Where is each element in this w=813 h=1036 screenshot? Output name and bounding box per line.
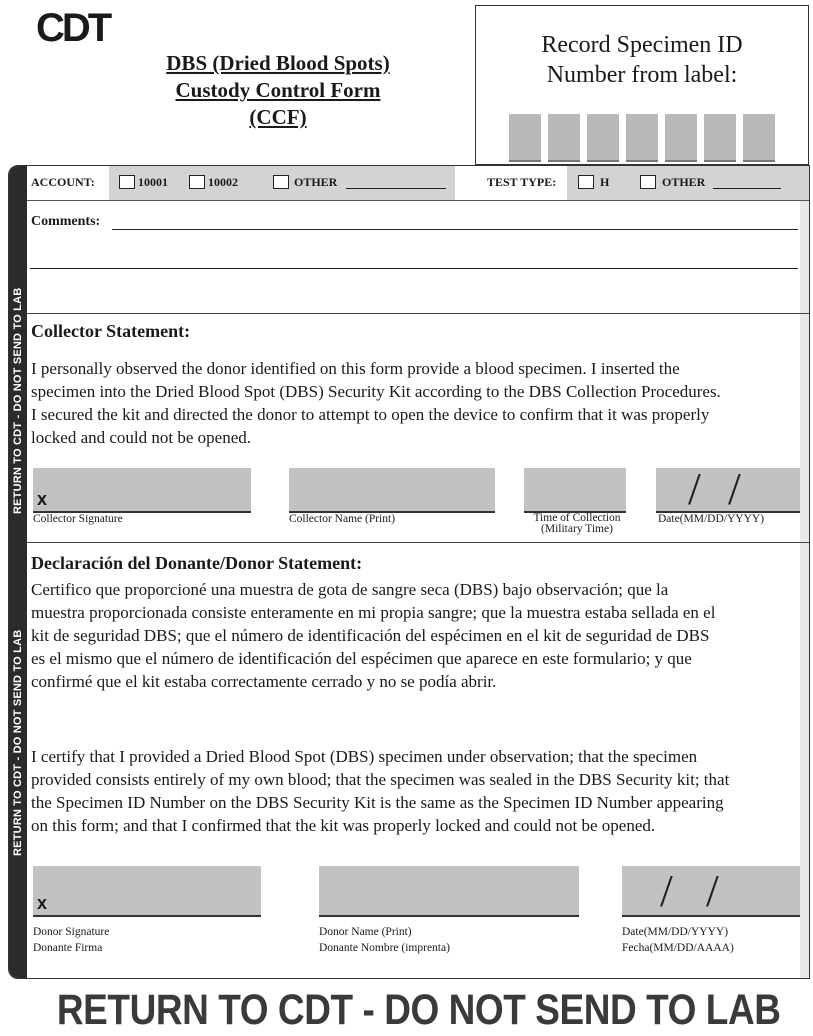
donor-spanish-line: Certifico que proporcioné una muestra de gota de sangre seca (DBS) bajo observación; que la [31,580,669,599]
donor-spanish-line: confirmé que el kit estaba correctamente cerrado y no se podía abrir. [31,672,497,691]
form-title-line-2: Custody Control Form [175,78,381,102]
specimen-id-cell[interactable] [626,114,658,162]
specimen-id-cell[interactable] [665,114,697,162]
account-other-field[interactable] [346,188,446,189]
donor-statement-english [31,745,801,837]
side-banner-text-top: RETURN TO CDT - DO NOT SEND TO LAB [12,287,24,514]
collector-line: I personally observed the donor identified on this form provide a blood specimen. I inserted the [31,359,680,378]
account-10001-label: 10001 [138,175,168,189]
date-separator: / [706,865,719,916]
collection-time-caption-line: Time of Collection [533,512,621,524]
account-label: ACCOUNT: [31,175,95,189]
collection-time-caption [526,513,628,535]
account-10002-label: 10002 [208,175,238,189]
form-title-line-1: DBS (Dried Blood Spots) [166,51,390,75]
signature-x-mark: x [37,489,48,509]
donor-name-caption-es: Donante Nombre (imprenta) [319,942,450,954]
specimen-id-cell[interactable] [548,114,580,162]
right-edge-strip [800,166,809,978]
donor-english-line: provided consists entirely of my own blood; that the specimen was sealed in the DBS Security kit; that [31,770,730,789]
collector-line: specimen into the Dried Blood Spot (DBS) Security Kit according to the DBS Collection Procedures. [31,382,721,401]
cdt-logo: CDT [36,6,110,50]
account-other-label: OTHER [294,175,338,189]
test-type-other-label: OTHER [662,175,706,189]
account-10001-checkbox[interactable] [119,175,135,189]
donor-date-caption-es: Fecha(MM/DD/AAAA) [622,942,734,954]
comments-line-1[interactable] [112,229,798,230]
collector-name-field[interactable] [289,468,495,513]
account-other-checkbox[interactable] [273,175,289,189]
collection-date-field[interactable] [656,463,800,514]
collector-line: locked and could not be opened. [31,428,251,447]
specimen-id-label-line-2: Number from label: [546,62,738,88]
donor-signature-caption [33,924,109,956]
test-type-other-checkbox[interactable] [640,175,656,189]
specimen-id-cell[interactable] [587,114,619,162]
donor-spanish-line: muestra proporcionada consiste enteramente en mi propia sangre; que la muestra estaba sellada en el [31,603,716,622]
comments-label: Comments: [31,214,101,229]
collector-signature-field[interactable] [33,468,251,513]
donor-english-line: the Specimen ID Number on the DBS Security Kit is the same as the Specimen ID Number appearing [31,793,724,812]
side-banner [9,166,27,978]
form-title-line-3: (CCF) [249,105,307,129]
specimen-id-cell[interactable] [704,114,736,162]
donor-heading: Declaración del Donante/Donor Statement: [31,553,363,573]
specimen-id-label-line-1: Record Specimen ID [541,32,743,58]
donor-name-caption-en: Donor Name (Print) [319,926,412,938]
collector-signature-caption: Collector Signature [33,513,123,525]
specimen-id-cell[interactable] [509,114,541,162]
side-banner-text-bottom: RETURN TO CDT - DO NOT SEND TO LAB [12,629,24,856]
section-divider [27,542,809,543]
donor-signature-caption-en: Donor Signature [33,926,110,938]
donor-signature-field[interactable] [33,866,261,917]
specimen-id-cell[interactable] [743,114,775,162]
donor-date-caption [622,924,734,956]
comments-line-2[interactable] [30,268,798,269]
donor-english-line: I certify that I provided a Dried Blood Spot (DBS) specimen under observation; that the specimen [31,747,698,766]
test-type-label: TEST TYPE: [487,175,557,189]
donor-spanish-line: kit de seguridad DBS; que el número de identificación del espécimen en el kit de seguridad de DBS [31,626,710,645]
date-separator: / [728,463,741,514]
donor-name-caption [319,924,450,956]
collection-date-caption: Date(MM/DD/YYYY) [658,513,765,525]
date-separator: / [688,463,701,514]
section-divider [27,313,809,314]
donor-name-field[interactable] [319,866,579,917]
collection-time-field[interactable] [524,468,626,513]
donor-date-field[interactable] [622,866,800,917]
collector-name-caption: Collector Name (Print) [289,513,396,525]
collector-statement [31,357,801,449]
specimen-id-label [476,30,808,90]
signature-x-mark: x [37,893,48,913]
test-type-other-field[interactable] [713,188,781,189]
collector-heading: Collector Statement: [31,321,191,341]
donor-english-line: on this form; and that I confirmed that the kit was properly locked and could not be opened. [31,816,656,835]
donor-spanish-line: es el mismo que el número de identificación del espécimen que aparece en este formulario; y que [31,649,692,668]
collector-line: I secured the kit and directed the donor to attempt to open the device to confirm that it was properly [31,405,710,424]
donor-signature-caption-es: Donante Firma [33,942,103,954]
collection-time-caption-sub: (Military Time) [541,523,613,535]
test-type-h-checkbox[interactable] [578,175,594,189]
form-title [128,50,428,131]
test-type-h-label: H [600,175,610,189]
donor-date-caption-en: Date(MM/DD/YYYY) [622,926,729,938]
donor-statement-spanish [31,578,801,693]
specimen-id-box [475,5,809,165]
footer-banner: RETURN TO CDT - DO NOT SEND TO LAB [56,986,781,1034]
date-separator: / [660,865,673,916]
account-10002-checkbox[interactable] [189,175,205,189]
